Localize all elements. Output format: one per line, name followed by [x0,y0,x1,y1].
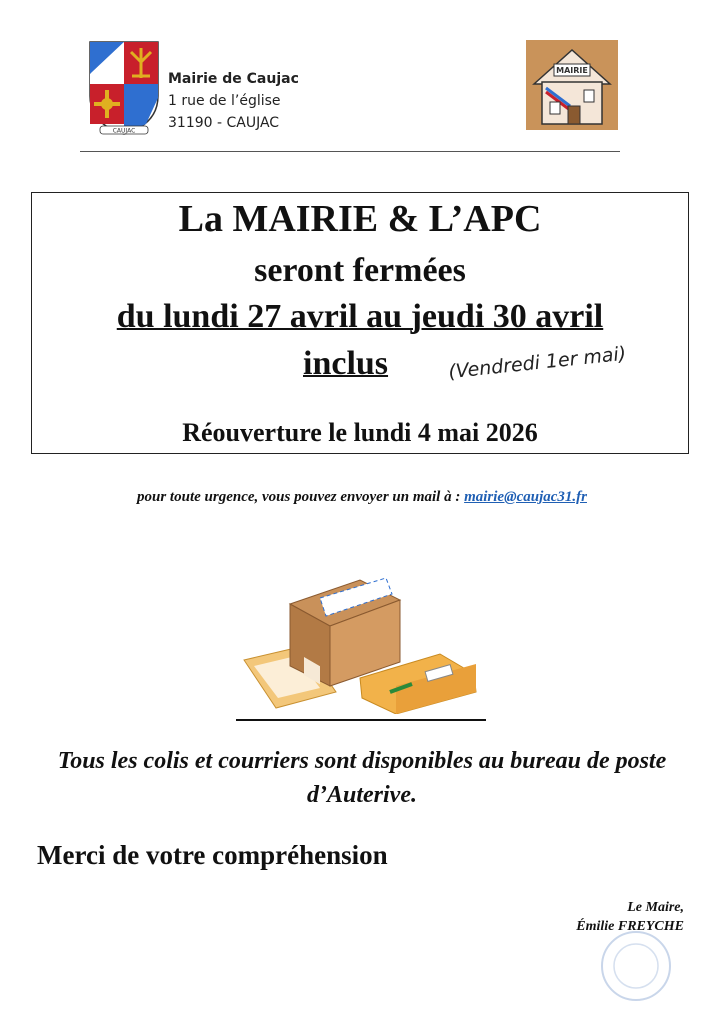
address-line2: 31190 - CAUJAC [168,115,280,131]
signature-name: Émilie FREYCHE [576,919,684,934]
header-address [168,68,299,134]
email-link[interactable]: mairie@caujac31.fr [464,489,587,505]
thanks-message: Merci de votre compréhension [37,840,388,870]
parcels-divider [236,719,486,721]
header-divider [80,151,620,152]
mairie-house-logo [526,40,618,130]
crest-label: CAUJAC [112,127,136,135]
notice-title-inclus: inclus [303,345,389,382]
reopening-date: Réouverture le lundi 4 mai 2026 [182,418,538,447]
address-line1: 1 rue de l’église [168,93,281,109]
signature-title: Le Maire, [627,900,684,915]
notice-title-line1: La MAIRIE & L’APC [178,198,542,240]
handwritten-note: (Vendredi 1er mai) [447,342,628,384]
notice-title-line2: seront fermées [254,252,466,289]
caujac-crest-logo [86,38,162,138]
house-sign-text: MAIRIE [556,66,588,75]
notice-title-dates [31,298,689,336]
mairie-name: Mairie de Caujac [168,71,299,87]
official-stamp [596,926,676,1006]
closure-dates: du lundi 27 avril au jeudi 30 avril [116,298,604,335]
parcels-message: Tous les colis et courriers sont disponibles au bureau de poste d’Auterive. [57,748,667,808]
parcels-illustration [240,574,480,714]
urgent-text: pour toute urgence, vous pouvez envoyer un mail à : [137,489,465,505]
urgent-contact [0,489,724,506]
